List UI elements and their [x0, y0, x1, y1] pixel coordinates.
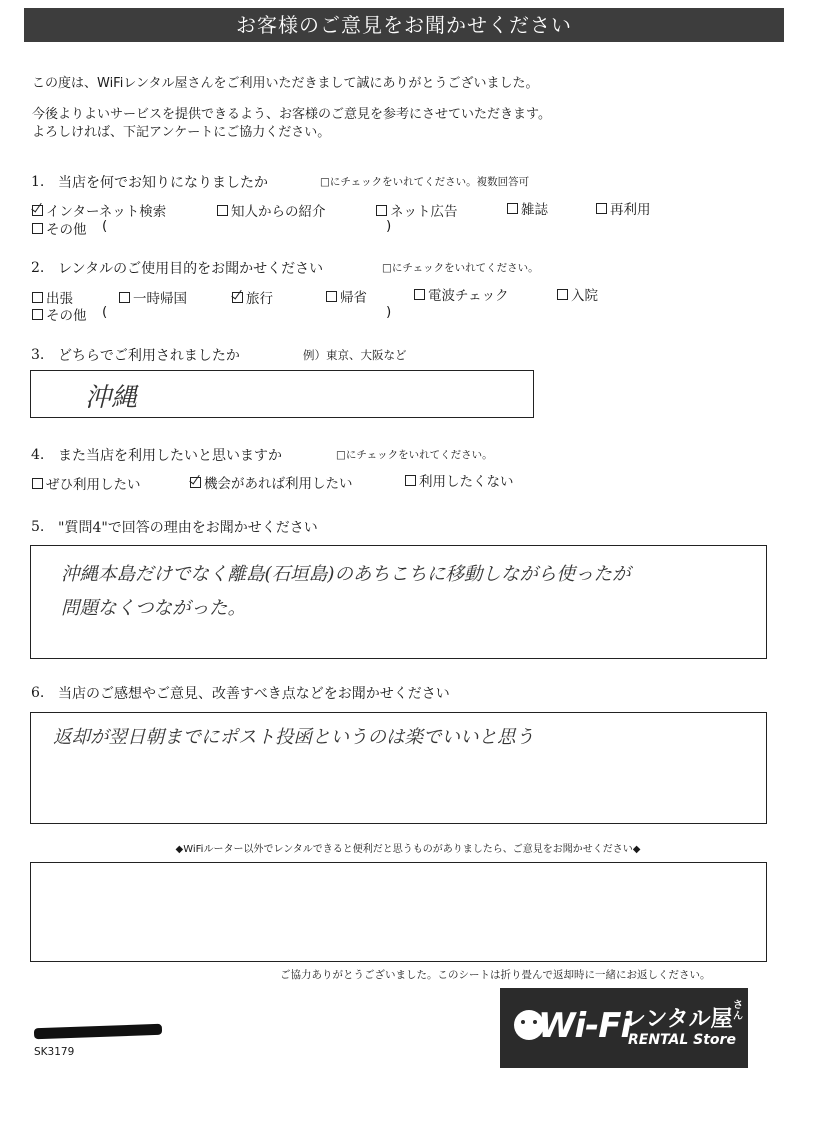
- q5-title: "質問4"で回答の理由をお聞かせください: [58, 520, 318, 536]
- q2-note: □にチェックをいれてください。: [382, 262, 539, 274]
- checkbox[interactable]: [217, 205, 228, 216]
- q1-other-close-paren: ): [386, 218, 392, 234]
- q1-title: 当店を何でお知りになりましたか: [58, 175, 268, 191]
- extra-prompt: ◆WiFiルーター以外でレンタルできると便利だと思うものがありましたら、ご意見をお聞かせください◆: [175, 844, 641, 855]
- checkbox[interactable]: [32, 309, 43, 320]
- checkbox[interactable]: [557, 289, 568, 300]
- logo-wifi: Wi-Fi: [538, 1006, 632, 1046]
- q2-option-signal-check[interactable]: 電波チェック: [414, 284, 509, 304]
- q6-number: 6.: [31, 685, 45, 701]
- store-logo: [500, 988, 748, 1068]
- q1-option-reuse[interactable]: 再利用: [596, 198, 651, 218]
- q3-title: どちらでご利用されましたか: [58, 348, 240, 364]
- q6-title: 当店のご感想やご意見、改善すべき点などをお聞かせください: [58, 686, 450, 702]
- extra-answer-box[interactable]: [30, 862, 767, 962]
- q1-option-referral[interactable]: 知人からの紹介: [217, 200, 326, 220]
- checkbox[interactable]: [414, 289, 425, 300]
- form-code: SK3179: [34, 1046, 75, 1058]
- intro-line-2: 今後よりよいサービスを提供できるよう、お客様のご意見を参考にさせていただきます。: [32, 107, 551, 122]
- logo-name: レンタル屋: [624, 1007, 733, 1032]
- q4-number: 4.: [31, 447, 45, 463]
- q2-option-return-home[interactable]: 一時帰国: [119, 287, 187, 307]
- q5-answer-box[interactable]: [30, 545, 767, 659]
- redacted-barcode: [34, 1024, 162, 1039]
- checkbox[interactable]: [596, 203, 607, 214]
- q3-answer-box[interactable]: [30, 370, 534, 418]
- q1-option-internet[interactable]: インターネット検索: [32, 200, 166, 220]
- q2-option-travel[interactable]: 旅行: [232, 287, 273, 307]
- q2-option-business[interactable]: 出張: [32, 287, 73, 307]
- q3-answer: 沖縄: [85, 383, 138, 413]
- checkbox-checked[interactable]: [32, 205, 43, 216]
- q5-answer-line-2: 問題なくつながった。: [61, 598, 247, 619]
- intro-line-1: この度は、WiFiレンタル屋さんをご利用いただきまして誠にありがとうございました。: [32, 76, 539, 91]
- q2-other-open-paren: (: [102, 304, 108, 320]
- intro-line-3: よろしければ、下記アンケートにご協力ください。: [32, 125, 331, 140]
- checkbox[interactable]: [32, 292, 43, 303]
- q2-number: 2.: [31, 260, 45, 276]
- q4-title: また当店を利用したいと思いますか: [58, 448, 282, 464]
- q6-answer: 返却が翌日朝までにポスト投函というのは楽でいいと思う: [53, 727, 535, 748]
- checkbox-checked[interactable]: [232, 292, 243, 303]
- q2-option-hospital[interactable]: 入院: [557, 284, 598, 304]
- q4-option-not-use[interactable]: 利用したくない: [405, 470, 514, 490]
- q4-option-if-chance[interactable]: 機会があれば利用したい: [190, 472, 353, 492]
- q2-option-homecoming[interactable]: 帰省: [326, 286, 367, 306]
- q3-number: 3.: [31, 347, 45, 363]
- checkbox[interactable]: [32, 478, 43, 489]
- checkbox[interactable]: [32, 223, 43, 234]
- q4-note: □にチェックをいれてください。: [336, 449, 493, 461]
- q3-example: 例）東京、大阪など: [303, 348, 407, 362]
- q5-answer-line-1: 沖縄本島だけでなく離島(石垣島)のあちこちに移動しながら使ったが: [61, 564, 631, 585]
- checkbox[interactable]: [507, 203, 518, 214]
- q4-option-definitely[interactable]: ぜひ利用したい: [32, 473, 141, 493]
- checkbox[interactable]: [405, 475, 416, 486]
- q2-option-other[interactable]: その他: [32, 304, 87, 324]
- checkbox[interactable]: [326, 291, 337, 302]
- q1-number: 1.: [31, 174, 45, 190]
- logo-san: さん: [733, 1000, 743, 1022]
- q2-other-close-paren: ): [386, 304, 392, 320]
- q6-answer-box[interactable]: [30, 712, 767, 824]
- q5-number: 5.: [31, 519, 45, 535]
- q1-option-magazine[interactable]: 雑誌: [507, 198, 548, 218]
- checkbox[interactable]: [119, 292, 130, 303]
- q2-title: レンタルのご使用目的をお聞かせください: [58, 261, 324, 277]
- page-title: お客様のご意見をお聞かせください: [24, 8, 784, 42]
- q1-option-net-ad[interactable]: ネット広告: [376, 200, 458, 220]
- logo-store: RENTAL Store: [628, 1032, 736, 1048]
- footer-thanks: ご協力ありがとうございました。このシートは折り畳んで返却時に一緒にお返しください。: [280, 969, 711, 981]
- checkbox[interactable]: [376, 205, 387, 216]
- q1-other-open-paren: (: [102, 218, 108, 234]
- checkbox-checked[interactable]: [190, 477, 201, 488]
- q1-note: □にチェックをいれてください。複数回答可: [320, 176, 530, 188]
- q1-option-other[interactable]: その他: [32, 218, 87, 238]
